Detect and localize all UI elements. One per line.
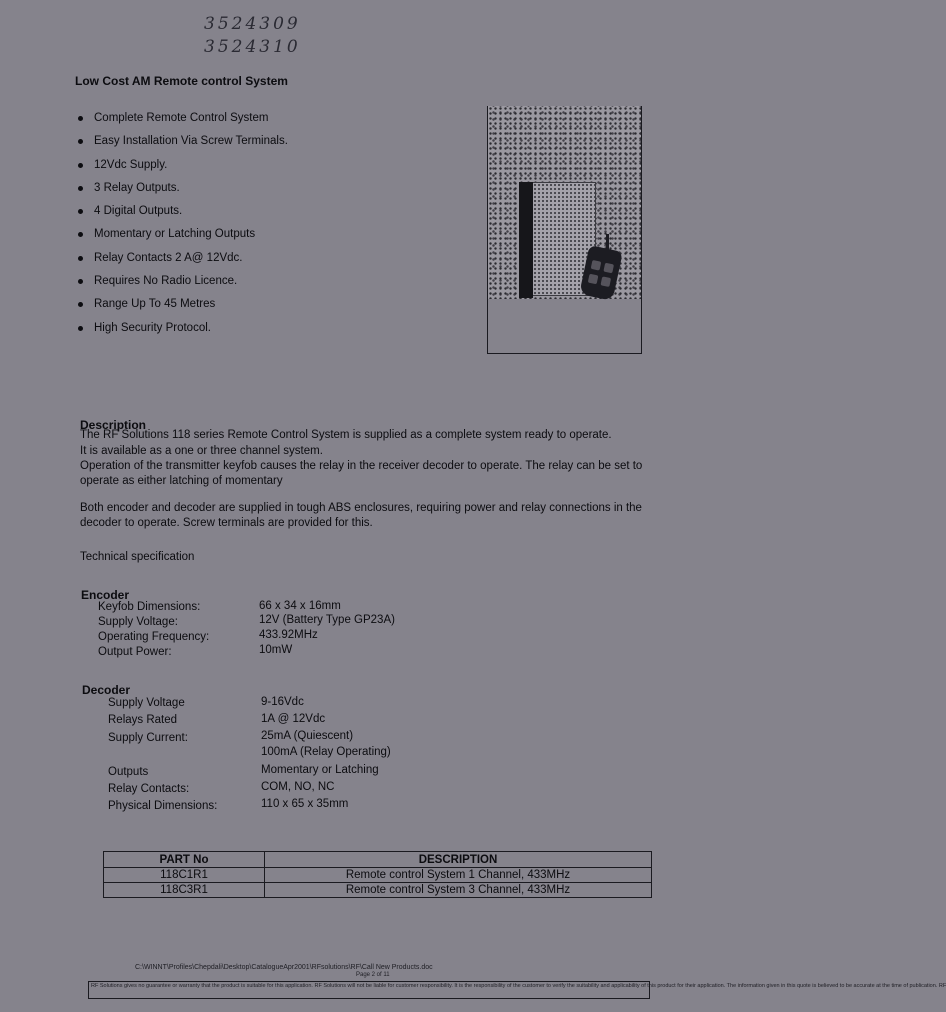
column-header-part-no: PART No (104, 852, 265, 868)
part-description-cell: Remote control System 3 Channel, 433MHz (265, 883, 652, 898)
feature-text: Range Up To 45 Metres (94, 298, 216, 311)
feature-text: Requires No Radio Licence. (94, 275, 238, 288)
product-photo-frame (487, 106, 642, 354)
feature-item (77, 298, 288, 321)
description-heading: Description (80, 418, 147, 432)
decoder-value: 9-16Vdc (261, 696, 304, 708)
feature-text: Relay Contacts 2 A@ 12Vdc. (94, 251, 243, 264)
feature-text: 3 Relay Outputs. (94, 181, 180, 194)
description-paragraph-3: Operation of the transmitter keyfob causes the relay in the receiver decoder to operate. The relay can be set to operate as either latching of momentary (80, 460, 643, 487)
feature-text: 12Vdc Supply. (94, 158, 168, 171)
receiver-enclosure-image (519, 182, 533, 298)
decoder-label: Physical Dimensions: (108, 800, 218, 812)
feature-text: High Security Protocol. (94, 321, 211, 334)
column-header-description: DESCRIPTION (265, 852, 652, 868)
encoder-label: Operating Frequency: (98, 631, 210, 643)
decoder-label: Supply Voltage (108, 697, 185, 709)
feature-item (77, 252, 288, 275)
bullet-icon (78, 326, 83, 331)
encoder-value: 12V (Battery Type GP23A) (259, 614, 395, 626)
description-paragraph-4: Both encoder and decoder are supplied in tough ABS enclosures, requiring power and relay connections in the decoder to operate. Screw terminals are provided for this. (80, 502, 642, 529)
encoder-value: 433.92MHz (259, 629, 318, 641)
keyfob-button-icon (600, 276, 611, 287)
bullet-icon (78, 209, 83, 214)
encoder-label: Keyfob Dimensions: (98, 601, 201, 613)
feature-item (77, 322, 288, 345)
keyfob-button-icon (588, 274, 599, 285)
feature-text: Momentary or Latching Outputs (94, 228, 256, 241)
feature-item (77, 228, 288, 251)
feature-item (77, 112, 288, 135)
feature-item (77, 159, 288, 182)
document-title: Low Cost AM Remote control System (75, 74, 288, 88)
encoder-label: Supply Voltage: (98, 616, 178, 628)
bullet-icon (78, 139, 83, 144)
encoder-value: 66 x 34 x 16mm (259, 600, 341, 612)
feature-item (77, 205, 288, 228)
part-description-cell: Remote control System 1 Channel, 433MHz (265, 868, 652, 883)
decoder-label: Relays Rated (108, 714, 178, 726)
feature-item (77, 182, 288, 205)
feature-text: Easy Installation Via Screw Terminals. (94, 135, 288, 148)
feature-item (77, 275, 288, 298)
decoder-label: Relay Contacts: (108, 783, 190, 795)
decoder-value: 110 x 65 x 35mm (261, 798, 349, 810)
bullet-icon (78, 186, 83, 191)
decoder-label: Outputs (108, 766, 149, 778)
decoder-value: Momentary or Latching (261, 764, 379, 776)
decoder-heading: Decoder (82, 683, 131, 697)
handwritten-code-1: 3524309 (204, 14, 301, 34)
bullet-icon (78, 163, 83, 168)
table-row (104, 868, 652, 883)
part-number-cell: 118C1R1 (104, 868, 265, 883)
feature-item (77, 135, 288, 158)
bullet-icon (78, 302, 83, 307)
part-number-cell: 118C3R1 (104, 883, 265, 898)
feature-text: Complete Remote Control System (94, 112, 269, 124)
encoder-label: Output Power: (98, 646, 172, 658)
decoder-value: 100mA (Relay Operating) (261, 746, 391, 758)
product-photo (488, 106, 641, 299)
keyfob-button-icon (591, 260, 602, 271)
parts-table (103, 851, 652, 898)
bullet-icon (78, 256, 83, 261)
bullet-icon (78, 116, 83, 121)
encoder-heading: Encoder (81, 588, 130, 602)
footer-file-path: C:\WINNT\Profiles\Chepdali\Desktop\CatalogueApr2001\RFsolutions\RF\Call New Products.doc (135, 964, 433, 971)
decoder-value: COM, NO, NC (261, 781, 335, 793)
decoder-value: 1A @ 12Vdc (261, 713, 326, 725)
encoder-value: 10mW (259, 644, 293, 656)
bullet-icon (78, 232, 83, 237)
technical-spec-heading: Technical specification (80, 551, 195, 563)
decoder-label: Supply Current: (108, 732, 188, 744)
table-header-row (104, 852, 652, 868)
handwritten-code-2: 3524310 (204, 37, 301, 57)
footer-disclaimer: RF Solutions gives no guarantee or warranty that the product is suitable for this application. RF Solutions will not be liable for customer responsibility. It is the responsibility of the customer to verify the suitability and applicability of this product for their application. The information given in this quote is believed to be accurate at the time of publication. RF (91, 983, 946, 989)
decoder-value: 25mA (Quiescent) (261, 730, 354, 742)
footer-page-number: Page 2 of 11 (356, 972, 390, 978)
description-paragraph-2: It is available as a one or three channel system. (80, 445, 323, 457)
feature-text: 4 Digital Outputs. (94, 205, 183, 218)
keyfob-button-icon (603, 263, 614, 274)
table-row (104, 883, 652, 898)
bullet-icon (78, 279, 83, 284)
description-paragraph-1: The RF Solutions 118 series Remote Control System is supplied as a complete system ready to operate. (80, 429, 612, 441)
feature-list (77, 112, 288, 345)
